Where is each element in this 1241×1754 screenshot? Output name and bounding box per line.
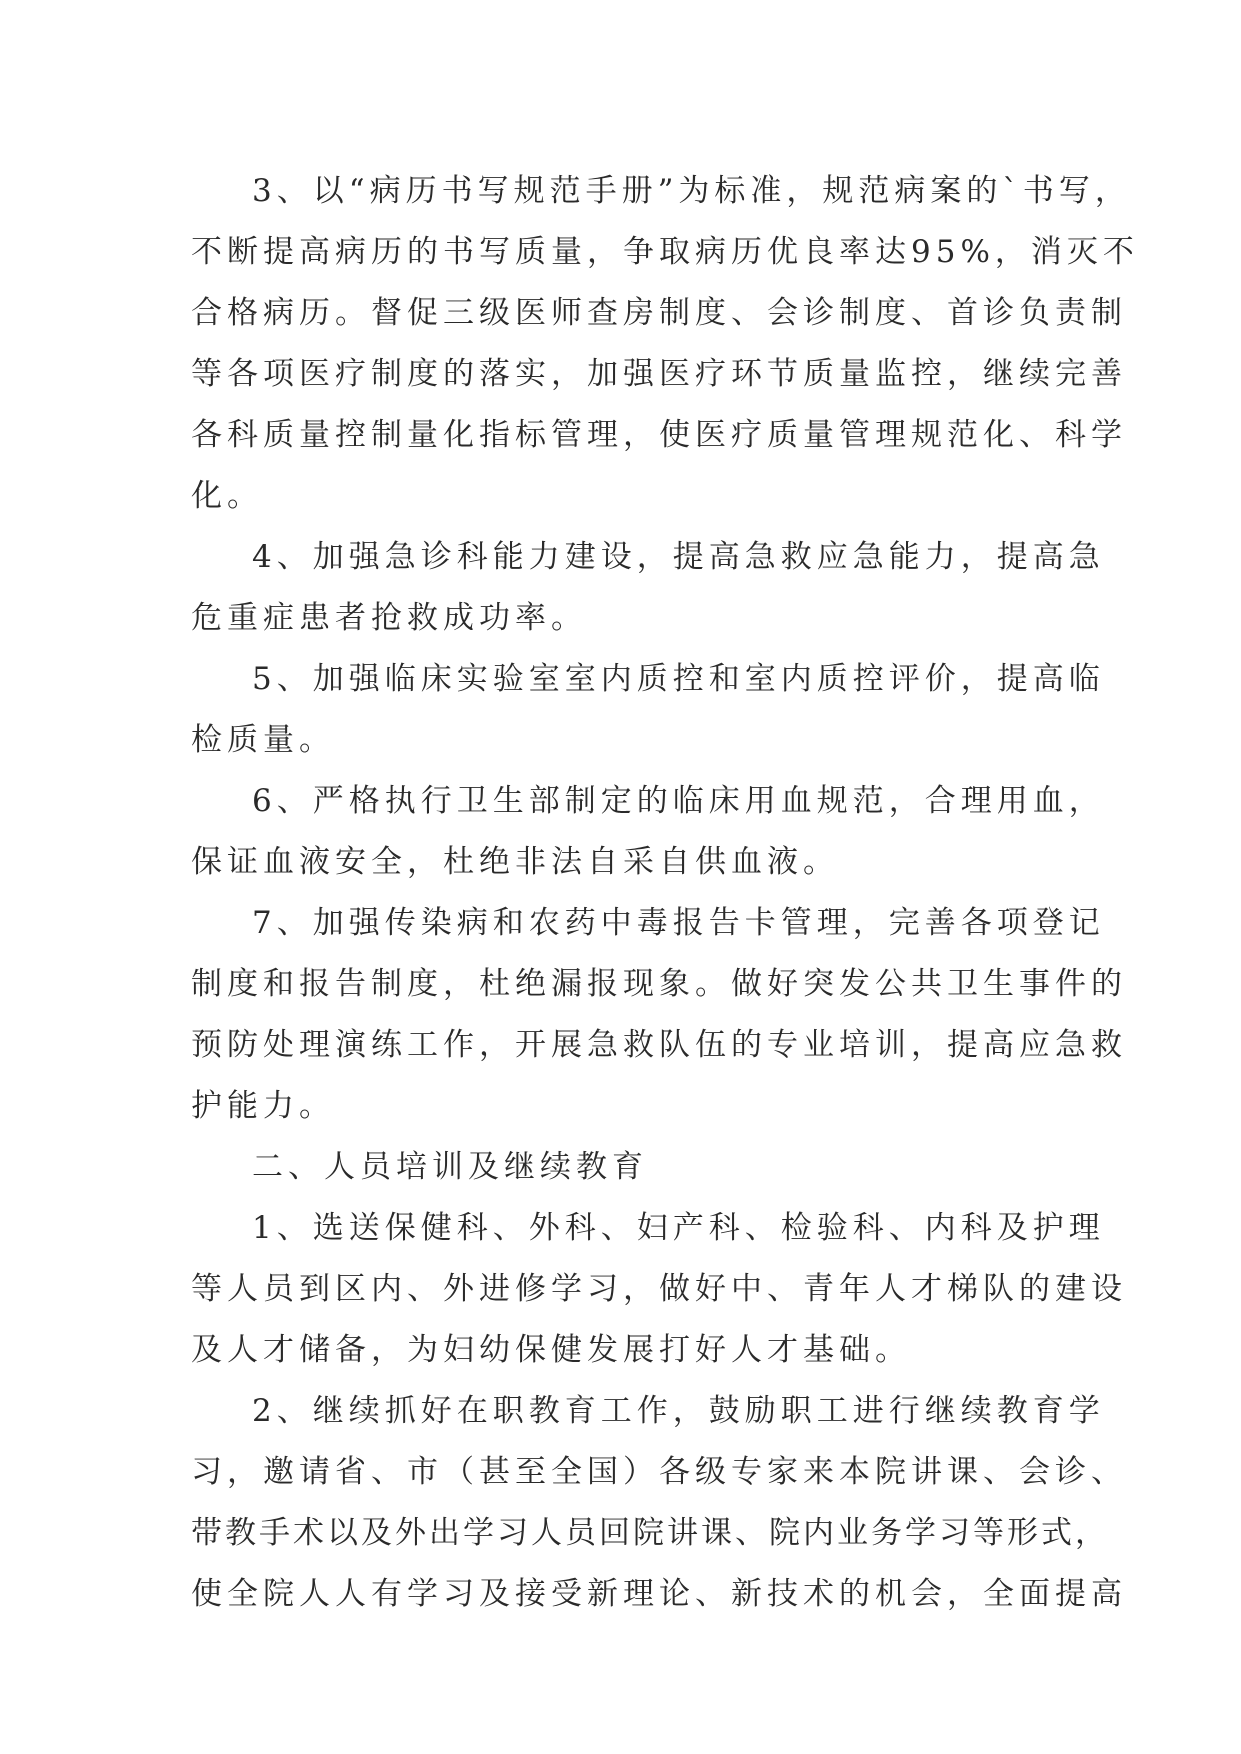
para-s1-line-1: 1、选送保健科、外科、妇产科、检验科、内科及护理 <box>252 1210 1105 1246</box>
para-3-line-3: 合格病历。督促三级医师查房制度、会诊制度、首诊负责制 <box>191 295 1127 331</box>
para-5-line-2: 检质量。 <box>191 722 335 758</box>
para-s1-line-3: 及人才储备，为妇幼保健发展打好人才基础。 <box>191 1332 911 1368</box>
para-3-line-2: 不断提高病历的书写质量，争取病历优良率达95%，消灭不 <box>191 234 1139 270</box>
para-s2-line-1: 2、继续抓好在职教育工作，鼓励职工进行继续教育学 <box>252 1393 1105 1429</box>
para-s2-line-4: 使全院人人有学习及接受新理论、新技术的机会，全面提高 <box>191 1576 1127 1612</box>
para-3-line-6: 化。 <box>191 478 263 514</box>
para-4-line-2: 危重症患者抢救成功率。 <box>191 600 587 636</box>
para-3-line-1: 3、以“病历书写规范手册”为标准，规范病案的`书写， <box>252 173 1131 209</box>
para-6-line-2: 保证血液安全，杜绝非法自采自供血液。 <box>191 844 839 880</box>
para-s2-line-2: 习，邀请省、市（甚至全国）各级专家来本院讲课、会诊、 <box>191 1454 1127 1490</box>
para-6-line-1: 6、严格执行卫生部制定的临床用血规范，合理用血， <box>252 783 1105 819</box>
para-s1-line-2: 等人员到区内、外进修学习，做好中、青年人才梯队的建设 <box>191 1271 1127 1307</box>
para-7-line-4: 护能力。 <box>191 1088 335 1124</box>
para-3-line-4: 等各项医疗制度的落实，加强医疗环节质量监控，继续完善 <box>191 356 1127 392</box>
section-heading: 二、人员培训及继续教育 <box>252 1149 648 1185</box>
para-4-line-1: 4、加强急诊科能力建设，提高急救应急能力，提高急 <box>252 539 1105 575</box>
para-7-line-1: 7、加强传染病和农药中毒报告卡管理，完善各项登记 <box>252 905 1105 941</box>
para-7-line-2: 制度和报告制度，杜绝漏报现象。做好突发公共卫生事件的 <box>191 966 1127 1002</box>
para-7-line-3: 预防处理演练工作，开展急救队伍的专业培训，提高应急救 <box>191 1027 1127 1063</box>
para-3-line-5: 各科质量控制量化指标管理，使医疗质量管理规范化、科学 <box>191 417 1127 453</box>
para-s2-line-3: 带教手术以及外出学习人员回院讲课、院内业务学习等形式， <box>191 1515 1109 1551</box>
para-5-line-1: 5、加强临床实验室室内质控和室内质控评价，提高临 <box>252 661 1105 697</box>
